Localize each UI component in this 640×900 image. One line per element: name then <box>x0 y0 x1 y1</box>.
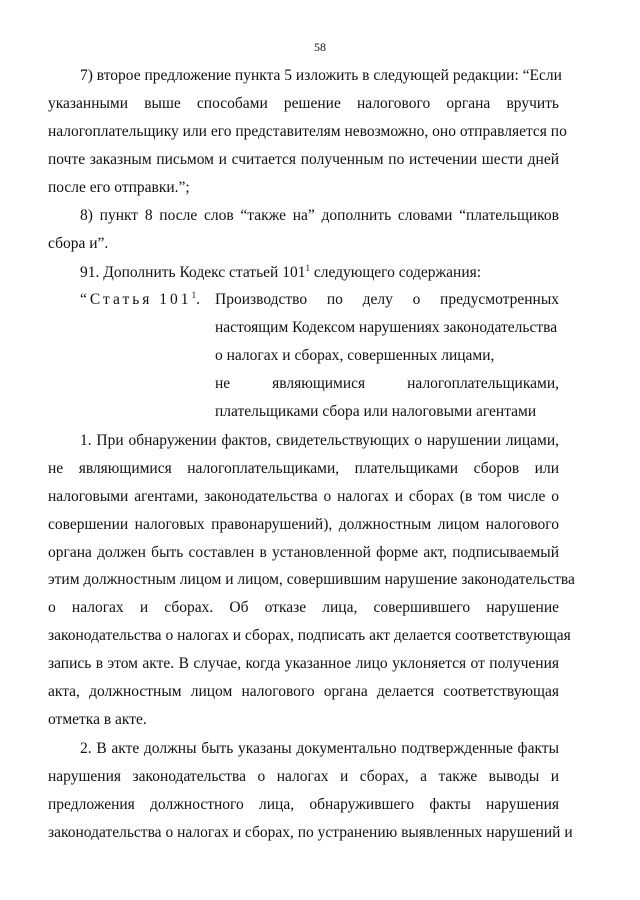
article-label <box>80 290 200 310</box>
item91-line <box>80 263 559 283</box>
item7-line: указанными выше способами решение налогового органа вручить <box>48 95 559 112</box>
para1-line: акта, должностным лицом налогового органа делается соответствующая <box>48 683 559 700</box>
item91-text: 91. Дополнить Кодекс статьей 101 <box>80 264 306 281</box>
para1-line: не являющимися налогоплательщиками, плательщиками сборов или <box>48 460 559 477</box>
article-label-suffix: . <box>196 291 200 308</box>
para1-line: отметка в акте. <box>48 711 147 728</box>
article-title-line: плательщиками сбора или налоговыми агентами <box>215 403 537 420</box>
item7-line: налогоплательщику или его представителям невозможно, оно отправляется по <box>48 123 567 140</box>
para2-line: законодательства о налогах и сборах, по устранению выявленных нарушений и <box>48 824 573 841</box>
article-title-line: не являющимися налогоплательщиками, <box>215 375 559 392</box>
para1-line: 1. При обнаружении фактов, свидетельствующих о нарушении лицами, <box>80 432 559 449</box>
para1-line: органа должен быть составлен в установленной форме акт, подписываемый <box>48 544 559 561</box>
para1-line: налоговыми агентами, законодательства о налогах и сборах (в том числе о <box>48 488 559 505</box>
article-title-line: Производство по делу о предусмотренных <box>215 291 559 308</box>
para2-line: предложения должностного лица, обнаружившего факты нарушения <box>48 796 559 813</box>
article-label-sup: 1 <box>191 290 197 300</box>
item7-line: после его отправки.”; <box>48 179 190 196</box>
item91-after: следующего содержания: <box>309 264 482 281</box>
article-label-prefix: “Статья 101 <box>80 291 192 308</box>
para1-line: законодательства о налогах и сборах, подписать акт делается соответствующая <box>48 627 571 644</box>
page-number: 58 <box>314 40 326 54</box>
para1-line: запись в этом акте. В случае, когда указанное лицо уклоняется от получения <box>48 655 559 672</box>
para2-line: 2. В акте должны быть указаны документально подтвержденные факты <box>80 740 559 757</box>
para2-line: нарушения законодательства о налогах и сборах, а также выводы и <box>48 768 559 785</box>
para1-line: этим должностным лицом и лицом, совершившим нарушение законодательства <box>48 571 575 588</box>
para1-line: совершении налоговых правонарушений), должностным лицом налогового <box>48 516 559 533</box>
item8-line: сбора и”. <box>48 235 109 252</box>
item7-line: почте заказным письмом и считается полученным по истечении шести дней <box>48 151 559 168</box>
para1-line: о налогах и сборах. Об отказе лица, совершившего нарушение <box>48 599 559 616</box>
item8-line: 8) пункт 8 после слов “также на” дополнить словами “плательщиков <box>80 207 559 224</box>
article-title-line: настоящим Кодексом нарушениях законодательства <box>215 319 558 336</box>
article-title-line: о налогах и сборах, совершенных лицами, <box>215 347 495 364</box>
item7-line: 7) второе предложение пункта 5 изложить в следующей редакции: “Если <box>80 67 562 84</box>
item91-sup: 1 <box>305 263 310 273</box>
